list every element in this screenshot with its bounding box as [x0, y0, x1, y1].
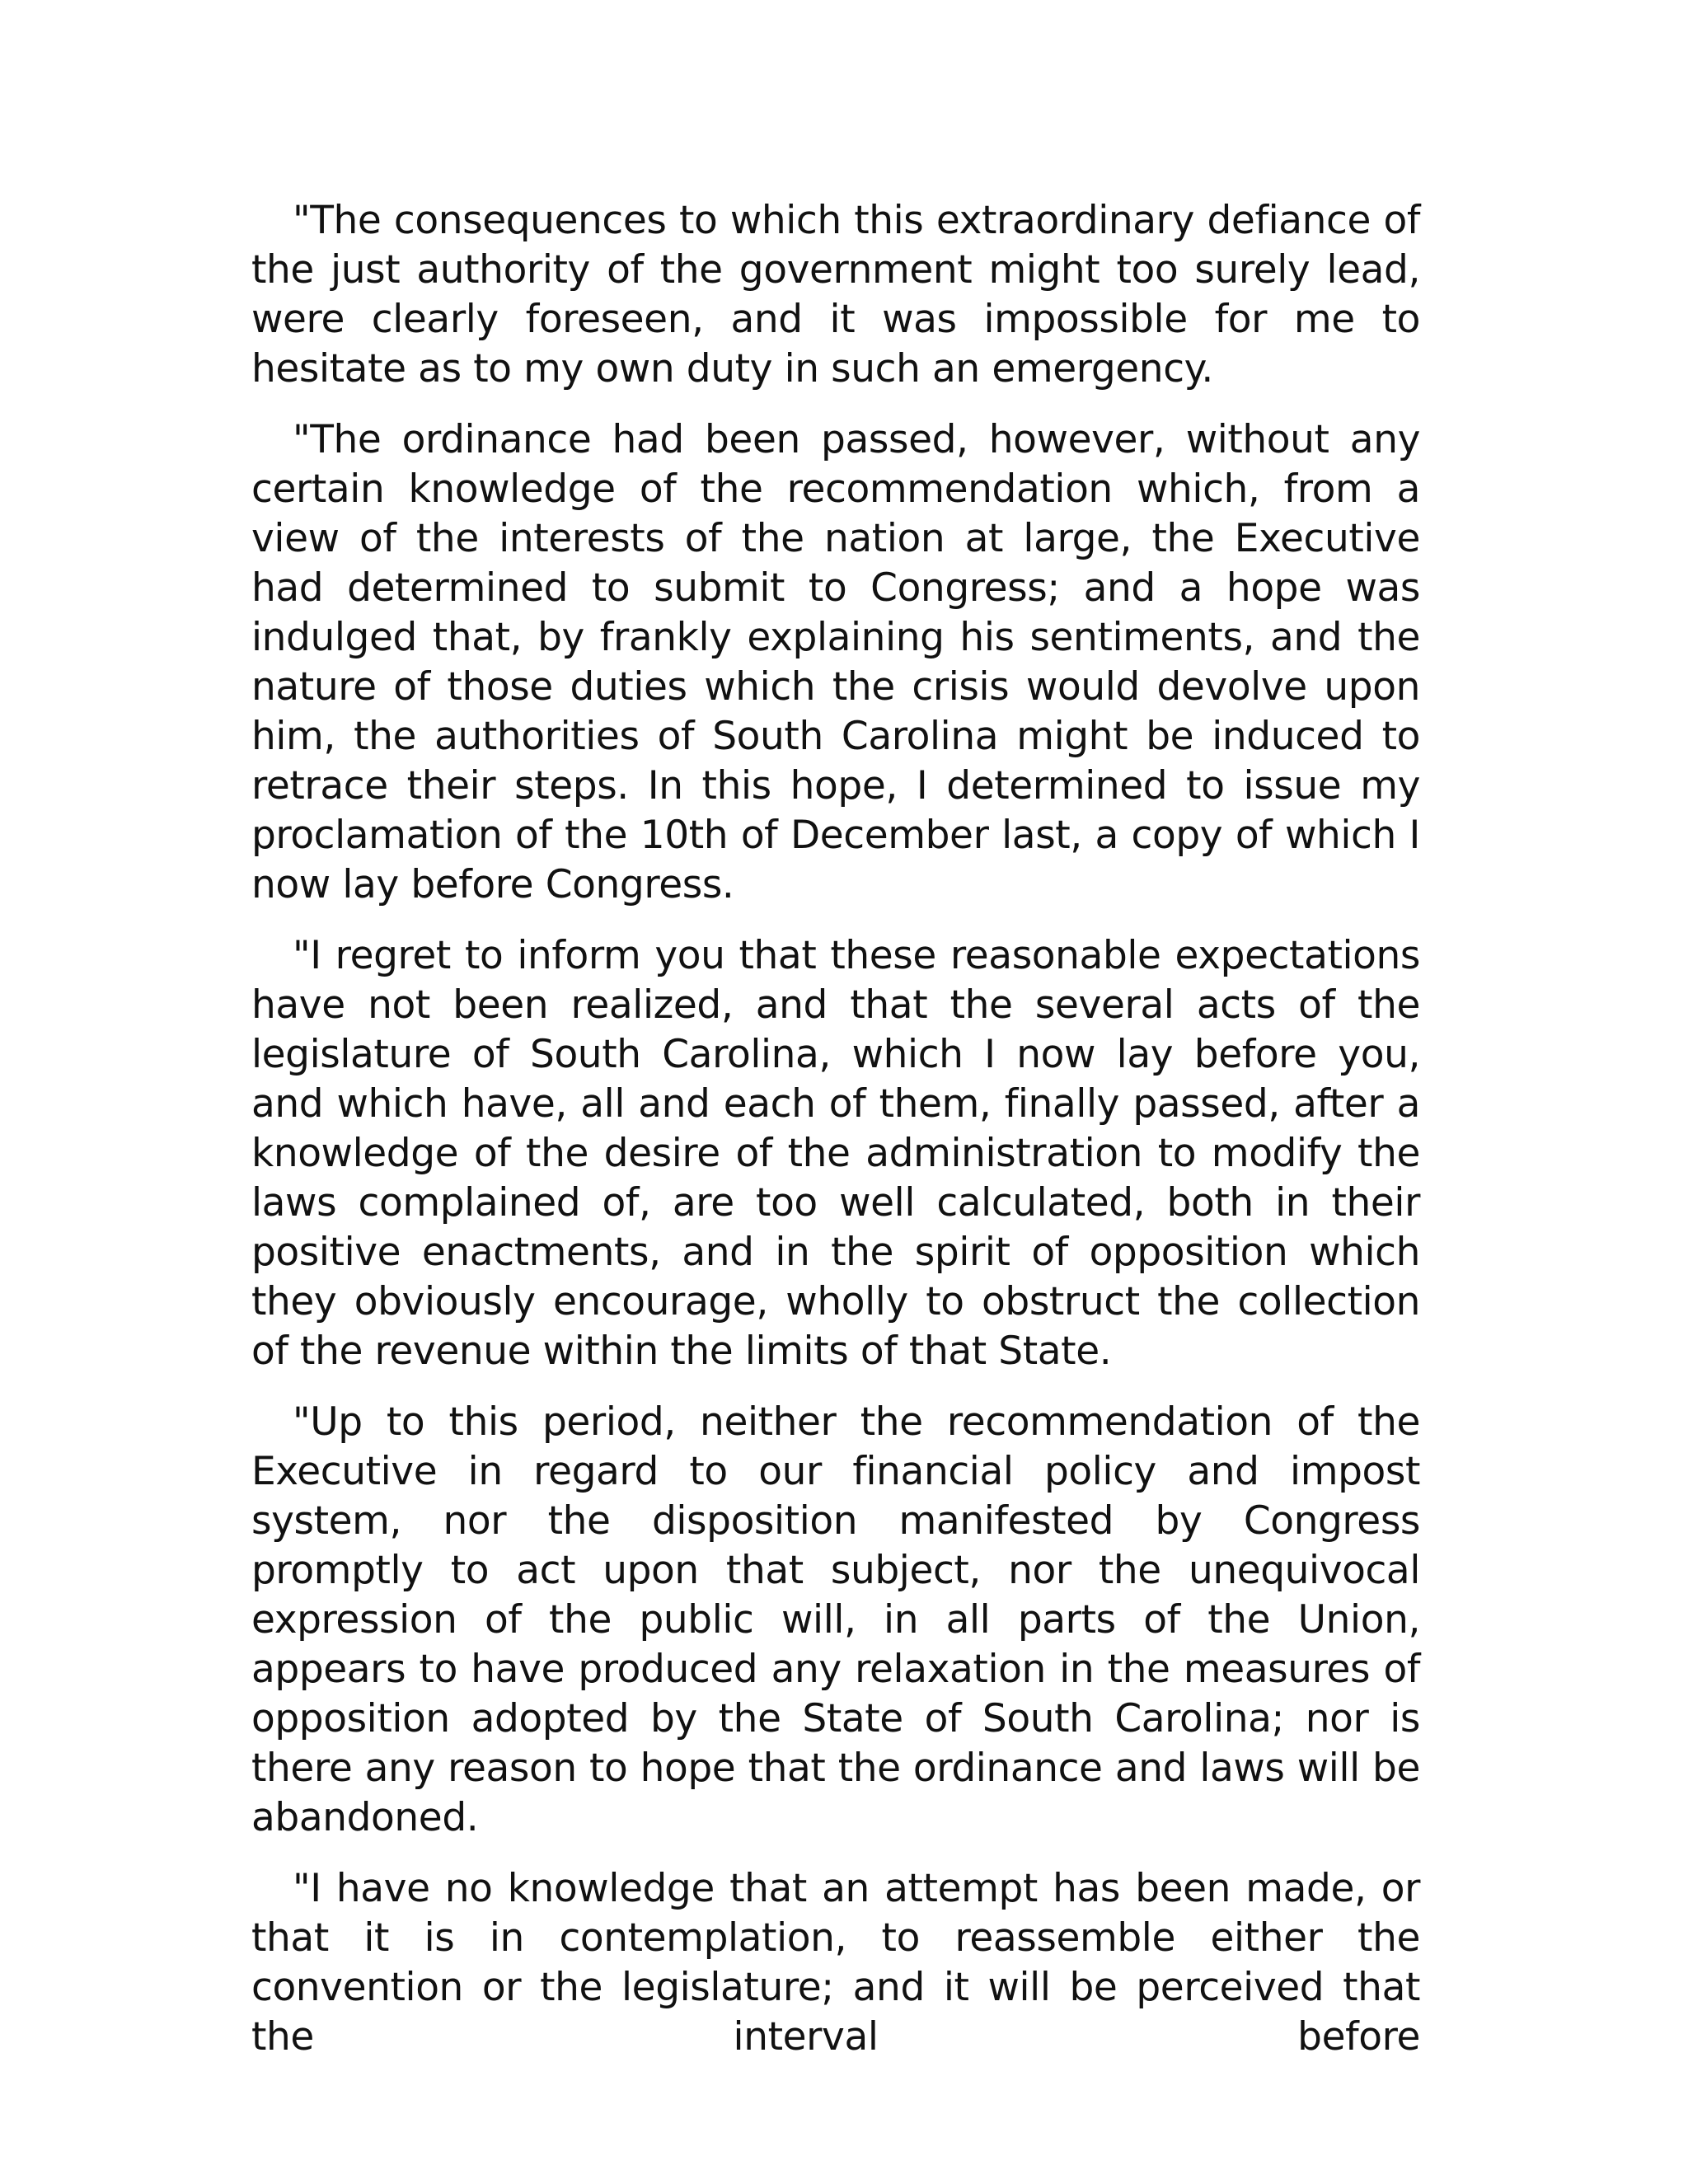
paragraph-regret: "I regret to inform you that these reasonable expectations have not been realized, and that the several acts of the legislature of South Carolina, which I now lay before you, and which have, all and each of them, finally passed, after a knowledge of the desire of the administration to modify the laws complained of, are too well calculated, both in their positive enactments, and in the spirit of opposition which they obviously encourage, wholly to obstruct the collection of the revenue within the limits of that State. [251, 933, 1420, 1374]
paragraph-no-knowledge: "I have no knowledge that an attempt has been made, or that it is in contemplation, to reassemble either the convention or the legislature; and it will be perceived that the interval before [251, 1866, 1420, 2060]
paragraph-up-to-this-period: "Up to this period, neither the recommendation of the Executive in regard to our financial policy and impost system, nor the disposition manifested by Congress promptly to act upon that subject, nor the unequivocal expression of the public will, in all parts of the Union, appears to have produced any relaxation in the measures of opposition adopted by the State of South Carolina; nor is there any reason to hope that the ordinance and laws will be abandoned. [251, 1399, 1420, 1840]
document-body [251, 196, 1420, 2062]
paragraph-ordinance: "The ordinance had been passed, however, without any certain knowledge of the recommendation which, from a view of the interests of the nation at large, the Executive had determined to submit to Congress; and a hope was indulged that, by frankly explaining his sentiments, and the nature of those duties which the crisis would devolve upon him, the authorities of South Carolina might be induced to retrace their steps. In this hope, I determined to issue my proclamation of the 10th of December last, a copy of which I now lay before Congress. [251, 417, 1420, 907]
paragraph-consequences: "The consequences to which this extraordinary defiance of the just authority of the government might too surely lead, were clearly foreseen, and it was impossible for me to hesitate as to my own duty in such an emergency. [251, 198, 1420, 391]
